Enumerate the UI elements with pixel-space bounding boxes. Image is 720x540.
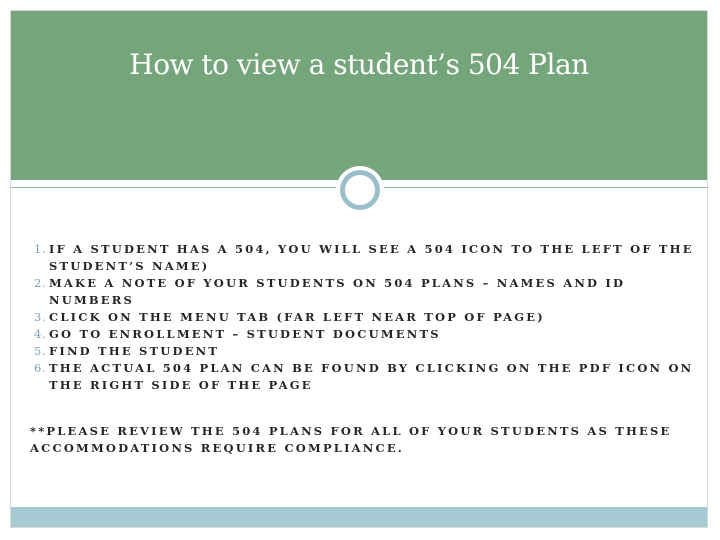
step-item [16,241,696,275]
step-number: 6. [34,361,46,375]
step-text: MAKE A NOTE OF YOUR STUDENTS ON 504 PLANS – NAMES AND ID NUMBERS [49,276,626,307]
step-number: 3. [34,310,46,324]
step-number: 2. [34,276,46,290]
step-number: 1. [34,242,46,256]
divider-ring-icon [340,170,380,210]
step-number: 5. [34,344,46,358]
step-number: 4. [34,327,46,341]
step-text: GO TO ENROLLMENT – STUDENT DOCUMENTS [49,327,441,341]
step-item [16,343,696,360]
slide-title: How to view a student’s 504 Plan [129,48,589,81]
step-text: IF A STUDENT HAS A 504, YOU WILL SEE A 504 ICON TO THE LEFT OF THE STUDENT’S NAME) [49,242,694,273]
steps-list [16,241,696,394]
title-band [11,11,707,180]
step-item [16,360,696,394]
step-text: FIND THE STUDENT [49,344,220,358]
step-item [16,275,696,309]
compliance-note: **PLEASE REVIEW THE 504 PLANS FOR ALL OF YOUR STUDENTS AS THESE ACCOMMODATIONS REQUIRE COMPLIANCE. [30,424,672,455]
step-item [16,326,696,343]
step-item [16,309,696,326]
step-text: THE ACTUAL 504 PLAN CAN BE FOUND BY CLICKING ON THE PDF ICON ON THE RIGHT SIDE OF THE PAGE [49,361,694,392]
step-text: CLICK ON THE MENU TAB (FAR LEFT NEAR TOP OF PAGE) [49,310,545,324]
footer-band [11,507,707,527]
